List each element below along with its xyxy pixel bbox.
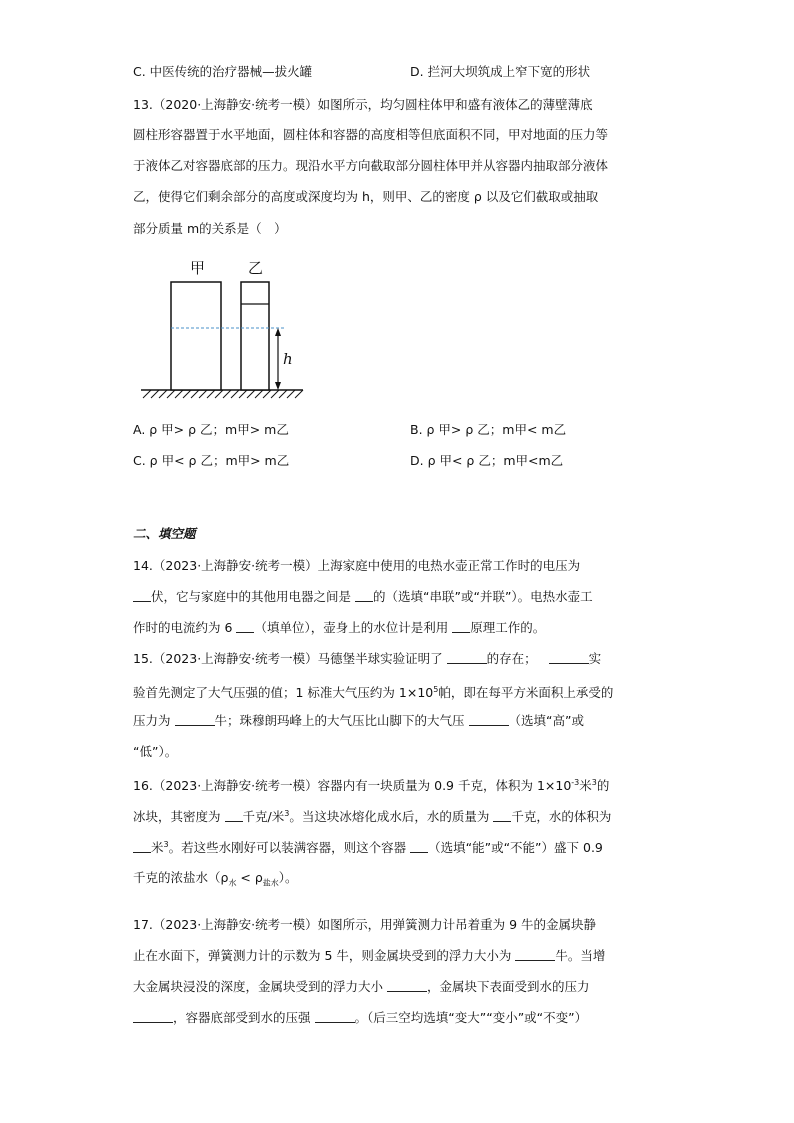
- q13-option-a: A. ρ 甲> ρ 乙；m甲> m乙: [133, 422, 289, 437]
- q17-line-1: 17.（2023·上海静安·统考一模）如图所示，用弹簧测力计吊着重为 9 牛的金属块静: [133, 917, 597, 932]
- blank[interactable]: [315, 1010, 355, 1023]
- blank[interactable]: [447, 651, 487, 664]
- blank[interactable]: [410, 840, 428, 853]
- q12-option-c: C. 中医传统的治疗器械—拔火罐: [133, 64, 313, 79]
- q15-line-3: 压力为 牛；珠穆朗玛峰上的大气压比山脚下的大气压 （选填“高”或: [133, 713, 584, 728]
- label-h: h: [283, 350, 293, 368]
- q12-option-d: D. 拦河大坝筑成上窄下宽的形状: [410, 64, 591, 79]
- q13-figure-svg: [133, 250, 313, 400]
- q13-option-b: B. ρ 甲> ρ 乙；m甲< m乙: [410, 422, 567, 437]
- q13-option-c: C. ρ 甲< ρ 乙；m甲> m乙: [133, 453, 290, 468]
- q15-line-4: “低”）。: [133, 744, 178, 759]
- q15-line-2: 验首先测定了大气压强的值；1 标准大气压约为 $1\times 10^5$帕，即在每平方米面积上承受的: [133, 685, 614, 701]
- q17-line-3: 大金属块浸没的深度，金属块受到的浮力大小 ，金属块下表面受到水的压力: [133, 979, 590, 994]
- ground-hatch: [143, 390, 303, 398]
- q16-line-4: 千克的浓盐水$(\rho_水 < \rho_{盐水})$。: [133, 870, 298, 888]
- q16-line-3: 米$^3$。若这些水刚好可以装满容器，则这个容器 （选填“能”或“不能”）盛下 0.9: [133, 837, 603, 856]
- q17-line-4: ，容器底部受到水的压强 。（后三空均选填“变大”“变小”或“不变”）: [133, 1010, 587, 1026]
- blank[interactable]: [469, 713, 509, 726]
- blank[interactable]: [225, 809, 243, 822]
- q13-line-2: 圆柱形容器置于水平地面，圆柱体和容器的高度相等但底面积不同，甲对地面的压力等: [133, 127, 609, 142]
- q14-line-1: 14.（2023·上海静安·统考一模）上海家庭中使用的电热水壶正常工作时的电压为: [133, 558, 581, 573]
- h-arrow-head-down: [275, 382, 281, 390]
- blank[interactable]: [387, 979, 427, 992]
- q16-line-1: 16.（2023·上海静安·统考一模）容器内有一块质量为 0.9 千克，体积为 $1\times 10^{-3}$米$^3$的: [133, 778, 610, 794]
- q15-line-1: 15.（2023·上海静安·统考一模）马德堡半球实验证明了 的存在； 实: [133, 651, 602, 666]
- blank[interactable]: [133, 840, 151, 853]
- cylinder-jia: [171, 282, 221, 390]
- blank[interactable]: [236, 620, 254, 633]
- blank[interactable]: [493, 809, 511, 822]
- q16-line-2: 冰块，其密度为 千克/米$^3$。当这块冰熔化成水后，水的质量为 千克，水的体积为: [133, 809, 612, 825]
- blank[interactable]: [452, 620, 470, 633]
- label-yi: 乙: [248, 259, 264, 277]
- q14-line-2: 伏，它与家庭中的其他用电器之间是 的（选填“串联”或“并联”）。电热水壶工: [133, 589, 593, 605]
- q13-line-5: 部分质量 m的关系是（ ）: [133, 221, 287, 236]
- q13-line-4: 乙，使得它们剩余部分的高度或深度均为 h，则甲、乙的密度 ρ 以及它们截取或抽取: [133, 189, 599, 204]
- h-arrow-head-up: [275, 328, 281, 336]
- section-title: 二、填空题: [133, 526, 196, 541]
- blank[interactable]: [133, 1010, 173, 1023]
- blank[interactable]: [133, 589, 151, 602]
- q13-line-1: 13.（2020·上海静安·统考一模）如图所示，均匀圆柱体甲和盛有液体乙的薄壁薄底: [133, 97, 593, 112]
- container-yi: [241, 282, 269, 390]
- q17-line-2: 止在水面下，弹簧测力计的示数为 5 牛，则金属块受到的浮力大小为 牛。当增: [133, 948, 606, 963]
- q13-figure: [133, 250, 313, 400]
- blank[interactable]: [515, 948, 555, 961]
- blank[interactable]: [549, 651, 589, 664]
- q13-line-3: 于液体乙对容器底部的压力。现沿水平方向截取部分圆柱体甲并从容器内抽取部分液体: [133, 158, 609, 173]
- q14-line-3: 作时的电流约为 6 （填单位），壶身上的水位计是利用 原理工作的。: [133, 620, 546, 635]
- q13-option-d: D. ρ 甲< ρ 乙；m甲<m乙: [410, 453, 564, 468]
- label-jia: 甲: [190, 259, 206, 277]
- blank[interactable]: [175, 713, 215, 726]
- blank[interactable]: [355, 589, 373, 602]
